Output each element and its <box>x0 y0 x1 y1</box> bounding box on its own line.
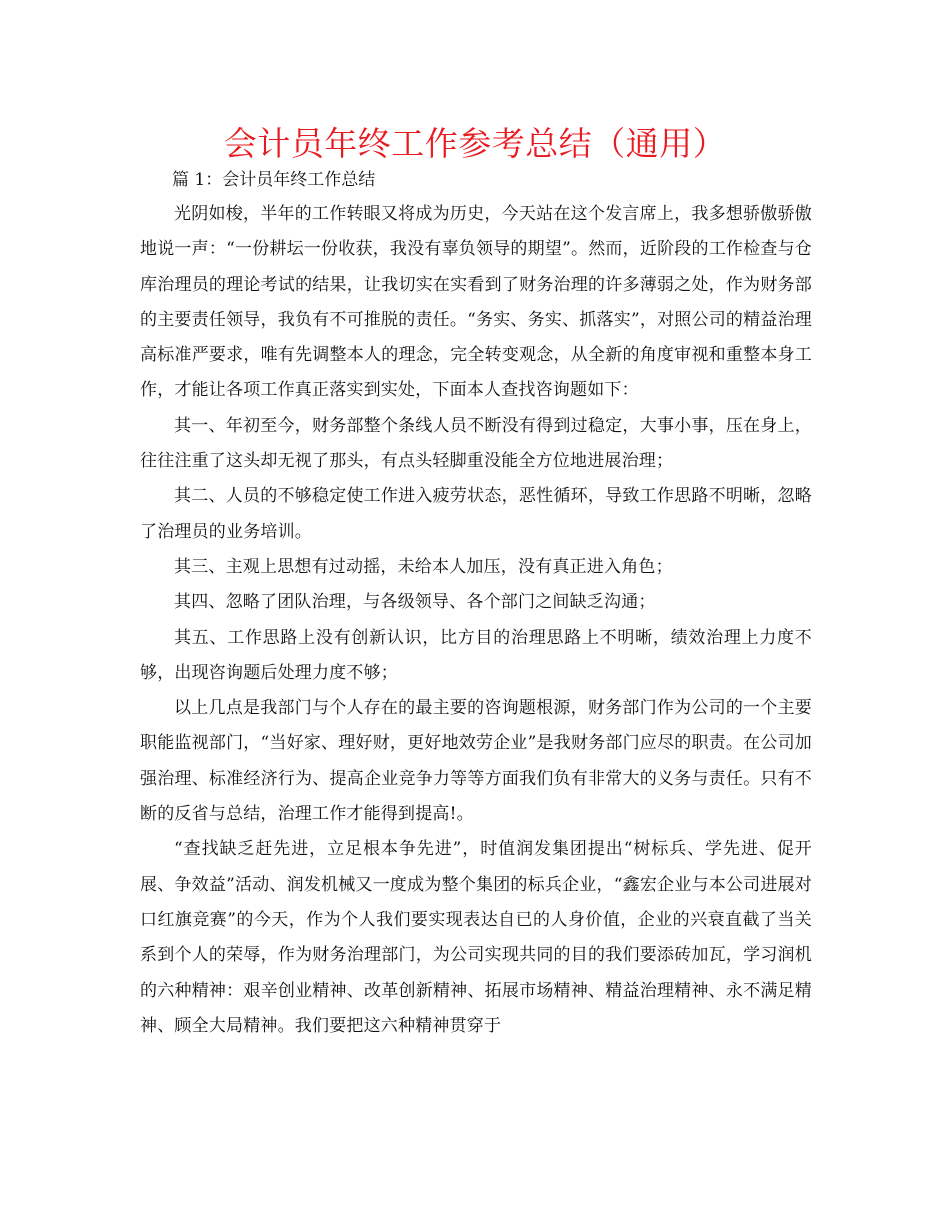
paragraph-issue-3: 其三、主观上思想有过动摇，未给本人加压，没有真正进入角色； <box>174 556 673 577</box>
document-title: 会计员年终工作参考总结（通用） <box>223 124 727 163</box>
paragraph-intro: 光阴如梭，半年的工作转眼又将成为历史，今天站在这个发言席上，我多想骄傲骄傲地说一声：“一份耕坛一份收获，我没有辜负领导的期望”。然而，近阶段的工作检查与仓库治理员的理论考试的结果，让我切实在实看到了财务治理的许多薄弱之处，作为财务部的主要责任领导，我负有不可推脱的责任。“务实、务实、抓落实”，对照公司的精益治理高标准严要求，唯有先调整本人的理念，完全转变观念，从全新的角度审视和重整本身工作，才能让各项工作真正落实到实处，下面本人查找咨询题如下： <box>140 204 812 401</box>
paragraph-issue-5: 其五、工作思路上没有创新认识，比方目的治理思路上不明晰，绩效治理上力度不够，出现咨询题后处理力度不够； <box>140 627 812 683</box>
paragraph-spirit: “查找缺乏赶先进，立足根本争先进”，时值润发集团提出“树标兵、学先进、促开展、争效益”活动、润发机械又一度成为整个集团的标兵企业，“鑫宏企业与本公司进展对口红旗竞赛”的今天，作为个人我们要实现表达自已的人身价值，企业的兴衰直截了当关系到个人的荣辱，作为财务治理部门，为公司实现共同的目的我们要添砖加瓦，学习润机的六种精神：艰辛创业精神、改革创新精神、拓展市场精神、精益治理精神、永不满足精神、顾全大局精神。我们要把这六种精神贯穿于 <box>140 839 812 1036</box>
document-body <box>140 197 812 1044</box>
document-subtitle: 篇 1：会计员年终工作总结 <box>172 170 376 190</box>
paragraph-issue-1: 其一、年初至今，财务部整个条线人员不断没有得到过稳定，大事小事，压在身上，往往注重了这头却无视了那头，有点头轻脚重没能全方位地进展治理； <box>140 415 812 472</box>
paragraph-issue-4: 其四、忽略了团队治理，与各级领导、各个部门之间缺乏沟通； <box>174 592 656 613</box>
paragraph-summary: 以上几点是我部门与个人存在的最主要的咨询题根源，财务部门作为公司的一个主要职能监视部门，“当好家、理好财，更好地效劳企业”是我财务部门应尽的职责。在公司加强治理、标准经济行为、提高企业竞争力等等方面我们负有非常大的义务与责任。只有不断的反省与总结，治理工作才能得到提高!。 <box>140 698 812 825</box>
paragraph-issue-2: 其二、人员的不够稳定使工作进入疲劳状态，恶性循环，导致工作思路不明晰，忽略了治理员的业务培训。 <box>140 486 812 542</box>
